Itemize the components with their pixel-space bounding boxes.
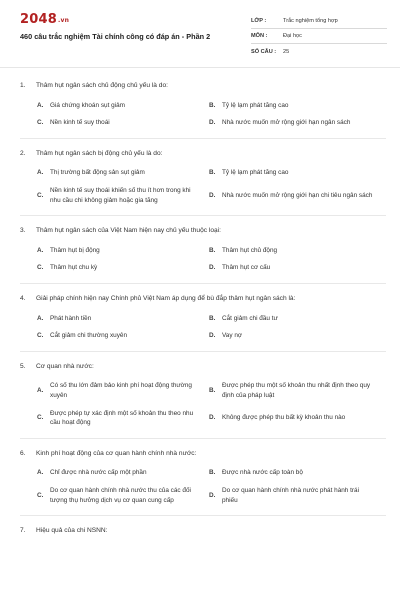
option-text: Cắt giảm chi đầu tư [222, 314, 278, 322]
option-letter: B. [209, 387, 216, 395]
question-number: 5. [20, 362, 26, 370]
question-text: Thâm hụt ngân sách chủ động chủ yếu là do: [36, 82, 168, 89]
option-d[interactable] [209, 259, 381, 277]
question-text: Hiệu quả của chi NSNN: [36, 527, 108, 535]
question-text: Kinh phí hoạt động của cơ quan hành chính nhà nước: [36, 449, 197, 457]
meta-label: LỚP : [251, 18, 267, 24]
question-text: Cơ quan nhà nước: [36, 362, 94, 370]
option-text: Thâm hụt chủ động [222, 246, 278, 254]
option-a[interactable] [37, 464, 209, 482]
options [37, 242, 386, 277]
options [37, 164, 386, 209]
option-letter: C. [37, 264, 44, 272]
option-a[interactable] [37, 242, 209, 260]
option-b[interactable] [209, 242, 381, 260]
option-text: Thị trường bất động sản sụt giảm [50, 169, 145, 177]
option-letter: A. [37, 169, 44, 177]
option-b[interactable] [209, 97, 381, 115]
option-letter: C. [37, 191, 44, 199]
question-number: 3. [20, 227, 26, 235]
option-text: Được phép tự xác định một số khoản thu theo nhu cầu hoạt động [50, 409, 194, 427]
divider [20, 138, 386, 139]
option-text: Được phép thu một số khoản thu nhất định theo quy định của pháp luật [222, 382, 371, 399]
option-d[interactable] [209, 182, 381, 209]
option-d[interactable] [209, 405, 381, 432]
question-list [0, 68, 400, 536]
option-a[interactable] [37, 377, 209, 404]
option-text: Thâm hụt cơ cấu [222, 264, 271, 272]
option-a[interactable] [37, 97, 209, 115]
option-letter: A. [37, 469, 44, 477]
option-b[interactable] [209, 377, 381, 404]
option-letter: B. [209, 469, 216, 477]
meta-value: 25 [283, 48, 290, 55]
divider [20, 215, 386, 216]
option-text: Có số thu lớn đảm bảo kinh phí hoạt động thường xuyên [50, 382, 192, 399]
option-letter: B. [209, 101, 216, 109]
option-letter: B. [209, 314, 216, 322]
page-header [0, 0, 400, 68]
option-text: Được nhà nước cấp toàn bộ [222, 469, 303, 477]
option-d[interactable] [209, 482, 381, 509]
option-letter: D. [209, 264, 216, 272]
option-c[interactable] [37, 327, 209, 345]
question-number: 7. [20, 527, 26, 535]
option-letter: B. [209, 246, 216, 254]
option-c[interactable] [37, 482, 209, 509]
question-2 [20, 150, 386, 209]
option-text: Do cơ quan hành chính nhà nước thu của các đối tượng thụ hưởng dịch vụ cơ quan cung cấp [50, 486, 191, 504]
option-letter: D. [209, 414, 216, 422]
meta-value: Trắc nghiệm tổng hợp [283, 18, 338, 24]
option-letter: C. [37, 119, 44, 127]
option-text: Vay nợ [222, 332, 243, 340]
option-text: Do cơ quan hành chính nhà nước phát hành trái phiếu [222, 486, 360, 504]
option-text: Không được phép thu bất kỳ khoản thu nào [222, 414, 346, 422]
option-b[interactable] [209, 310, 381, 328]
question-4 [20, 295, 386, 345]
question-number: 2. [20, 149, 26, 157]
option-letter: D. [209, 119, 216, 127]
option-text: Tỷ lệ lạm phát tăng cao [222, 101, 289, 109]
option-text: Giá chứng khoán sụt giảm [50, 101, 125, 109]
question-text: Thâm hụt ngân sách bị động chủ yếu là do: [36, 149, 163, 157]
meta-row-class [251, 14, 387, 29]
divider [20, 515, 386, 516]
option-b[interactable] [209, 464, 381, 482]
option-b[interactable] [209, 164, 381, 182]
option-letter: A. [37, 101, 44, 109]
question-6 [20, 450, 386, 509]
question-number: 4. [20, 294, 26, 302]
option-c[interactable] [37, 259, 209, 277]
options [37, 310, 386, 345]
divider [20, 283, 386, 284]
option-a[interactable] [37, 164, 209, 182]
option-letter: D. [209, 191, 216, 199]
option-text: Thâm hụt chu kỳ [50, 264, 98, 272]
option-d[interactable] [209, 114, 381, 132]
question-text: Thâm hụt ngân sách của Việt Nam hiện nay chủ yếu thuộc loại: [36, 227, 221, 235]
option-d[interactable] [209, 327, 381, 345]
option-letter: C. [37, 414, 44, 422]
divider [20, 438, 386, 439]
option-letter: C. [37, 491, 44, 499]
meta-label: MÔN : [251, 33, 268, 39]
option-text: Chỉ được nhà nước cấp một phần [50, 469, 147, 477]
options [37, 377, 386, 431]
meta-label: SỐ CÂU : [251, 48, 277, 55]
question-3 [20, 227, 386, 277]
question-5 [20, 363, 386, 432]
option-letter: A. [37, 387, 44, 395]
option-c[interactable] [37, 114, 209, 132]
option-letter: D. [209, 491, 216, 499]
option-text: Nhà nước muốn mở rộng giới hạn ngân sách [222, 119, 351, 127]
meta-row-subject [251, 29, 387, 44]
option-c[interactable] [37, 182, 209, 209]
option-letter: A. [37, 246, 44, 254]
question-1 [20, 82, 386, 132]
question-7 [20, 527, 386, 536]
question-number: 6. [20, 449, 26, 457]
divider [20, 351, 386, 352]
option-text: Cắt giảm chi thường xuyên [50, 332, 128, 340]
options [37, 464, 386, 509]
option-text: Nhà nước muốn mở rộng giới hạn chi tiêu ngân sách [222, 191, 373, 199]
option-letter: C. [37, 332, 44, 340]
question-number: 1. [20, 82, 26, 89]
option-text: Phát hành tiền [50, 314, 92, 322]
logo-tld: .vn [57, 17, 70, 24]
meta-table [251, 14, 387, 59]
logo-text: 2048 [20, 12, 57, 27]
option-letter: B. [209, 169, 216, 177]
option-letter: D. [209, 332, 216, 340]
meta-row-count [251, 44, 387, 59]
option-letter: A. [37, 314, 44, 322]
question-text: Giải pháp chính hiện nay Chính phủ Việt Nam áp dụng để bù đắp thâm hụt ngân sách là: [36, 294, 296, 302]
option-c[interactable] [37, 405, 209, 432]
option-text: Nền kinh tế suy thoái khiến số thu ít hơn trong khi nhu cầu chi không giảm hoặc gia tăng [50, 186, 191, 204]
option-text: Nền kinh tế suy thoái [50, 119, 110, 127]
option-text: Thâm hụt bị động [50, 246, 100, 254]
options [37, 97, 386, 132]
meta-value: Đại học [283, 33, 302, 39]
document-title: 460 câu trắc nghiệm Tài chính công có đáp án - Phần 2 [20, 32, 211, 41]
option-text: Tỷ lệ lạm phát tăng cao [222, 169, 289, 177]
option-a[interactable] [37, 310, 209, 328]
